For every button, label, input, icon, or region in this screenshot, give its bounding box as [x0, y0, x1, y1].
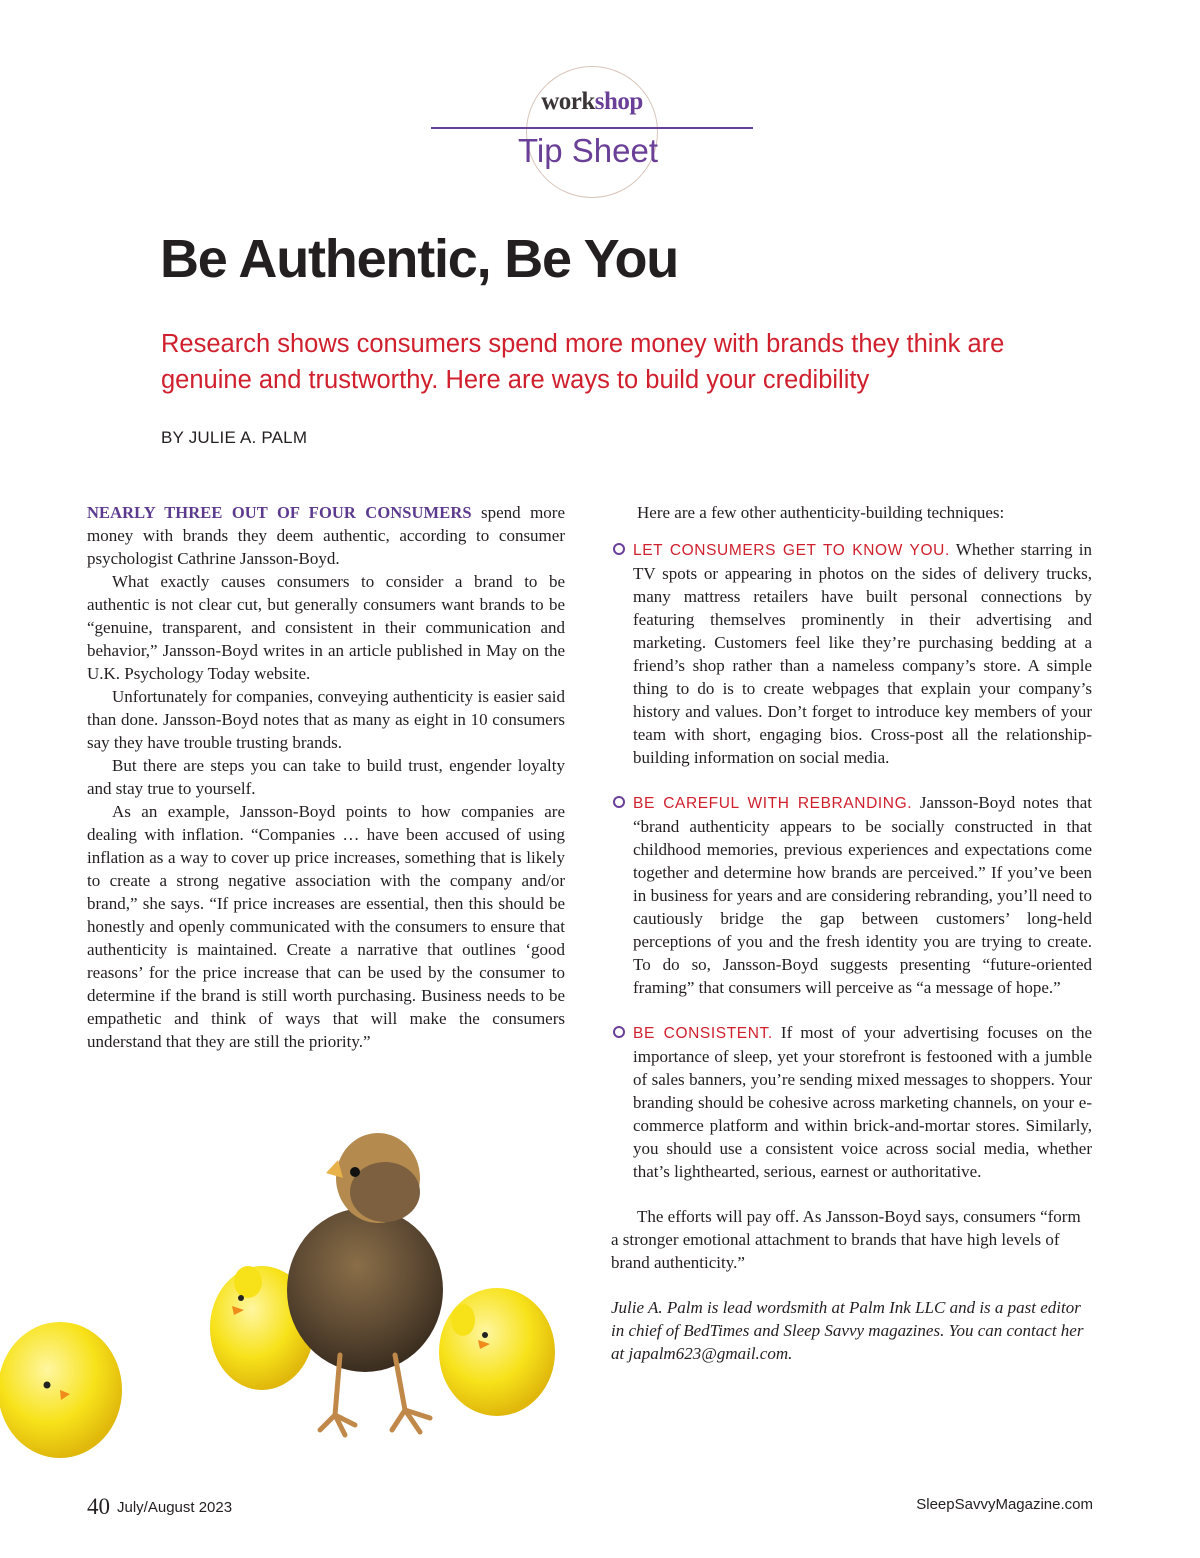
- yellow-chick-left: [0, 1322, 122, 1458]
- issue-date: July/August 2023: [117, 1499, 233, 1516]
- article-title: Be Authentic, Be You: [160, 229, 679, 289]
- tip-item: [611, 1021, 1092, 1183]
- body-paragraph: But there are steps you can take to build trust, engender loyalty and stay true to yourself.: [87, 756, 565, 798]
- lead-text: spend more money with brands they deem authentic, according to consumer psychologist Cathrine Jansson-Boyd.: [87, 503, 565, 568]
- tip-heading: BE CAREFUL WITH REBRANDING.: [633, 795, 913, 812]
- brown-chick: [287, 1133, 443, 1435]
- circle-bullet-icon: [613, 1026, 625, 1038]
- body-paragraph: Unfortunately for companies, conveying authenticity is easier said than done. Jansson-Boyd notes that as many as eight in 10 consumers say they have trouble trusting brands.: [87, 687, 565, 752]
- lead-paragraph: [87, 501, 565, 570]
- tip-heading: BE CONSISTENT.: [633, 1025, 773, 1042]
- article-byline: BY JULIE A. PALM: [161, 428, 308, 447]
- circle-bullet-icon: [613, 543, 625, 555]
- yellow-chick-right: [439, 1288, 555, 1416]
- author-bio: Julie A. Palm is lead wordsmith at Palm Ink LLC and is a past editor in chief of BedTimes and Sleep Savvy magazines. You can contact her at japalm623@gmail.com.: [611, 1298, 1084, 1363]
- section-label: [0, 88, 1184, 116]
- body-paragraph: As an example, Jansson-Boyd points to how companies are dealing with inflation. “Companies … have been accused of using inflation as a way to cover up price increases, something that is likely to create a strong negative association with the company and/or brand,” she says. “If price increases are essential, then this should be honestly and openly communicated with the consumers to ensure that authenticity is maintained. Create a narrative that outlines ‘good reasons’ for the price increase that can be used by the consumer to determine if the brand is still worth purchasing. Business needs to be empathetic and think of ways that will make the consumers understand that they are still the priority.”: [87, 802, 565, 1051]
- body-paragraph: What exactly causes consumers to consider a brand to be authentic is not clear cut, but generally consumers want brands to be “genuine, transparent, and consistent in their communication and behavior,” Jansson-Boyd writes in an article published in May on the U.K. Psychology Today website.: [87, 572, 565, 683]
- article-subtitle: Research shows consumers spend more money with brands they think are genuine and trustworthy. Here are ways to build your credibility: [161, 330, 1005, 394]
- circle-bullet-icon: [613, 796, 625, 808]
- tip-item: [611, 538, 1092, 769]
- techniques-intro: Here are a few other authenticity-building techniques:: [637, 503, 1005, 522]
- tip-body: Whether starring in TV spots or appearing in photos on the sides of delivery trucks, many mattress retailers have built personal connections by featuring themselves prominently in their advertising and marketing. Customers feel like they’re purchasing bedding at a friend’s shop rather than a nameless company’s store. A simple thing to do is to create webpages that explain your company’s history and values. Don’t forget to introduce key members of your team with short, engaging bios. Cross-post all the relationship-building information on social media.: [633, 540, 1092, 767]
- page-number: 40: [87, 1494, 110, 1519]
- left-column: [87, 501, 565, 1053]
- section-name: Tip Sheet: [517, 132, 659, 169]
- chicks-illustration: [0, 1100, 575, 1472]
- section-word-work: work: [541, 88, 595, 115]
- tip-body: Jansson-Boyd notes that “brand authenticity appears to be socially constructed in that childhood memories, previous experiences and expectations come together and determine how brands are perceived.” If you’ve been in business for years and are considering rebranding, you’ll need to cautiously bridge the gap between customers’ long-held perceptions of you and the fresh identity you are trying to create. To do so, Jansson-Boyd suggests presenting “future-oriented framing” that consumers will perceive as “a message of hope.”: [633, 793, 1092, 997]
- header-rule: [431, 127, 753, 129]
- section-word-shop: shop: [594, 88, 643, 115]
- closing-paragraph: The efforts will pay off. As Jansson-Boyd says, consumers “form a stronger emotional attachment to brands that have high levels of brand authenticity.”: [611, 1207, 1081, 1272]
- tip-item: [611, 791, 1092, 999]
- right-column: [611, 501, 1092, 1365]
- tip-body: If most of your advertising focuses on the importance of sleep, yet your storefront is festooned with a jumble of sales banners, you’re sending mixed messages to shoppers. Your branding should be cohesive across marketing channels, on your e-commerce platform and within brick-and-mortar stores. Similarly, you should use a consistent voice across social media, whether that’s lighthearted, serious, earnest or authoritative.: [633, 1023, 1092, 1181]
- magazine-website: SleepSavvyMagazine.com: [916, 1496, 1093, 1513]
- lead-in: NEARLY THREE OUT OF FOUR CONSUMERS: [87, 503, 472, 522]
- tip-heading: LET CONSUMERS GET TO KNOW YOU.: [633, 542, 950, 559]
